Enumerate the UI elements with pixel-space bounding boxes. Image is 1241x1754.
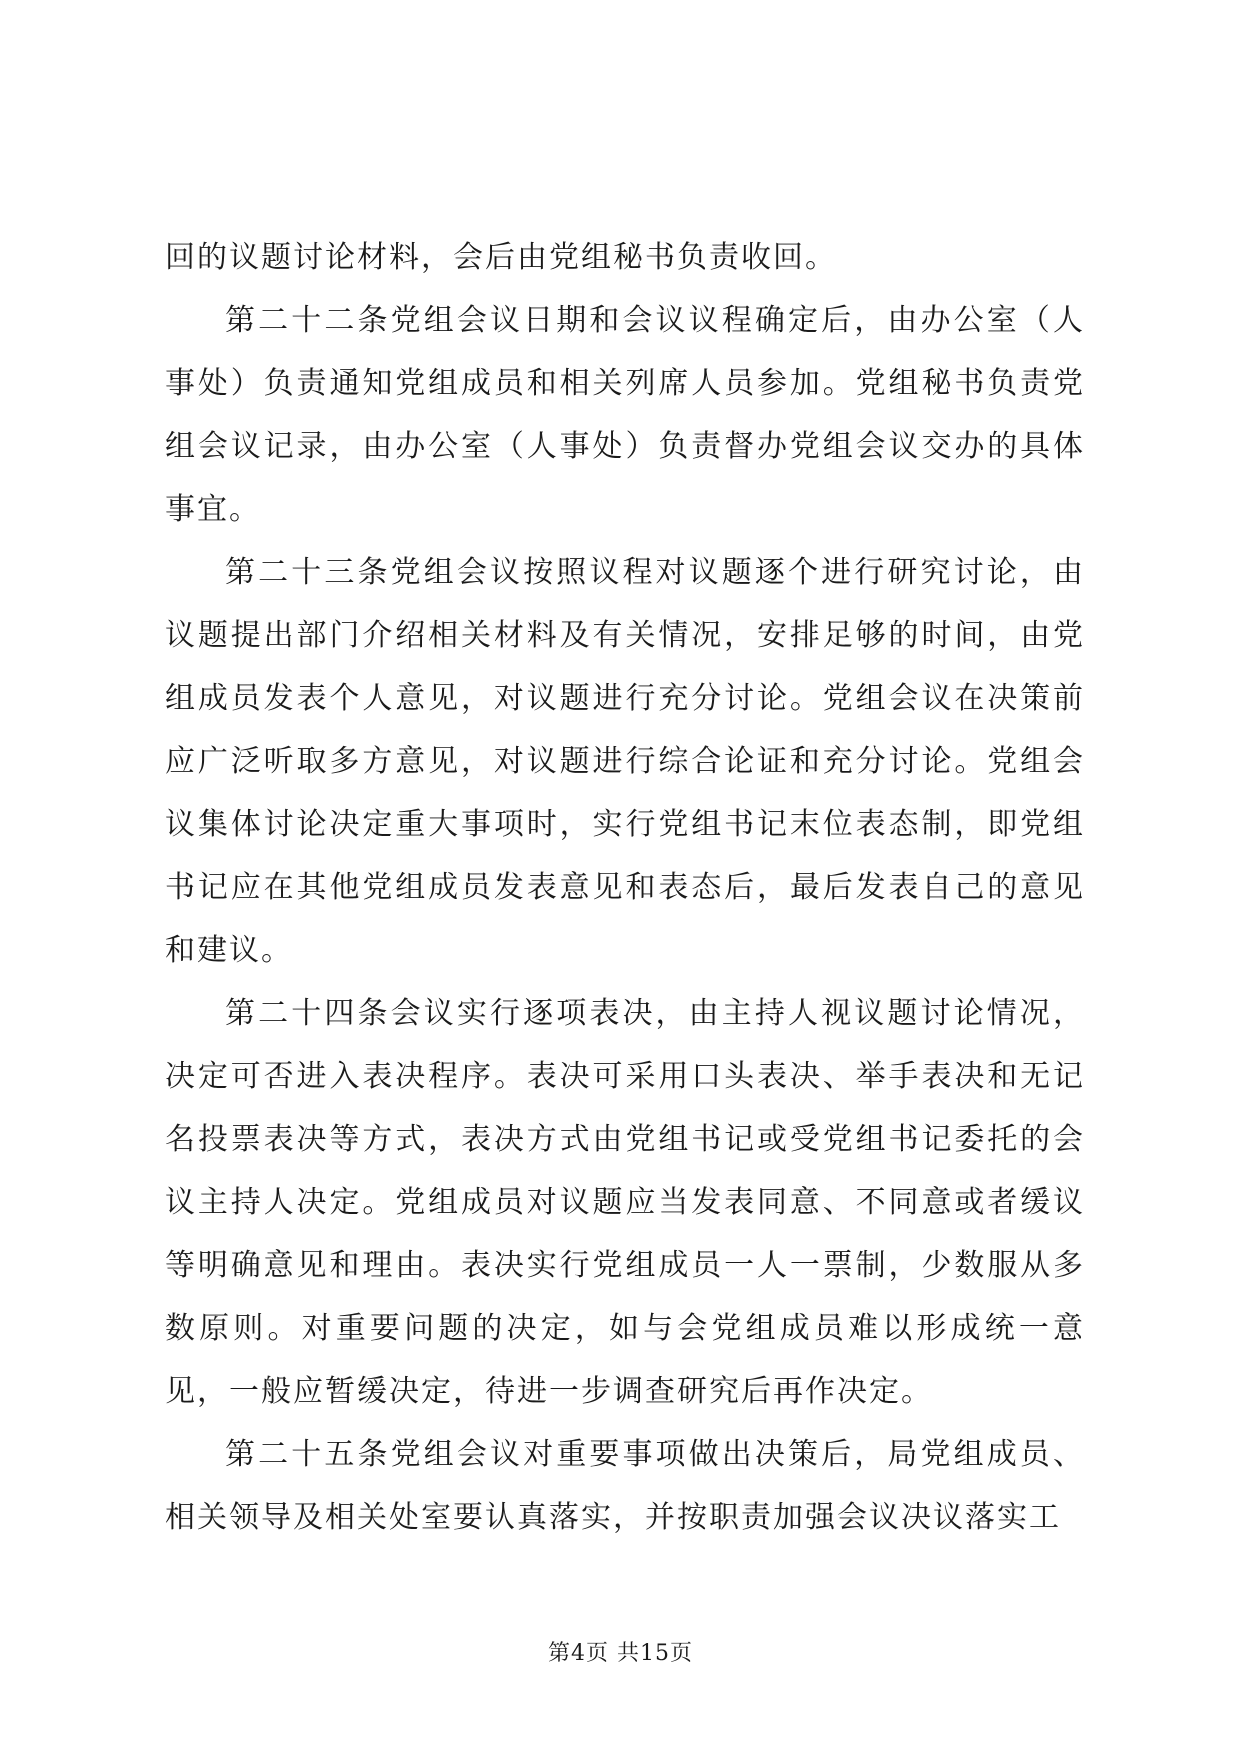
page-number-footer: 第4页 共15页 — [548, 1641, 693, 1666]
document-body — [165, 226, 1085, 1549]
paragraph-article-24: 第二十四条会议实行逐项表决，由主持人视议题讨论情况，决定可否进入表决程序。表决可采用口头表决、举手表决和无记名投票表决等方式，表决方式由党组书记或受党组书记委托的会议主持人决定。党组成员对议题应当发表同意、不同意或者缓议等明确意见和理由。表决实行党组成员一人一票制，少数服从多数原则。对重要问题的决定，如与会党组成员难以形成统一意见，一般应暂缓决定，待进一步调查研究后再作决定。 — [165, 996, 1085, 1409]
paragraph-article-23: 第二十三条党组会议按照议程对议题逐个进行研究讨论，由议题提出部门介绍相关材料及有关情况，安排足够的时间，由党组成员发表个人意见，对议题进行充分讨论。党组会议在决策前应广泛听取多方意见，对议题进行综合论证和充分讨论。党组会议集体讨论决定重大事项时，实行党组书记末位表态制，即党组书记应在其他党组成员发表意见和表态后，最后发表自己的意见和建议。 — [165, 555, 1085, 968]
paragraph-continuation: 回的议题讨论材料，会后由党组秘书负责收回。 — [165, 240, 837, 275]
paragraph-article-22: 第二十二条党组会议日期和会议议程确定后，由办公室（人事处）负责通知党组成员和相关列席人员参加。党组秘书负责党组会议记录，由办公室（人事处）负责督办党组会议交办的具体事宜。 — [165, 303, 1085, 527]
paragraph-article-25: 第二十五条党组会议对重要事项做出决策后，局党组成员、相关领导及相关处室要认真落实，并按职责加强会议决议落实工 — [165, 1437, 1085, 1535]
